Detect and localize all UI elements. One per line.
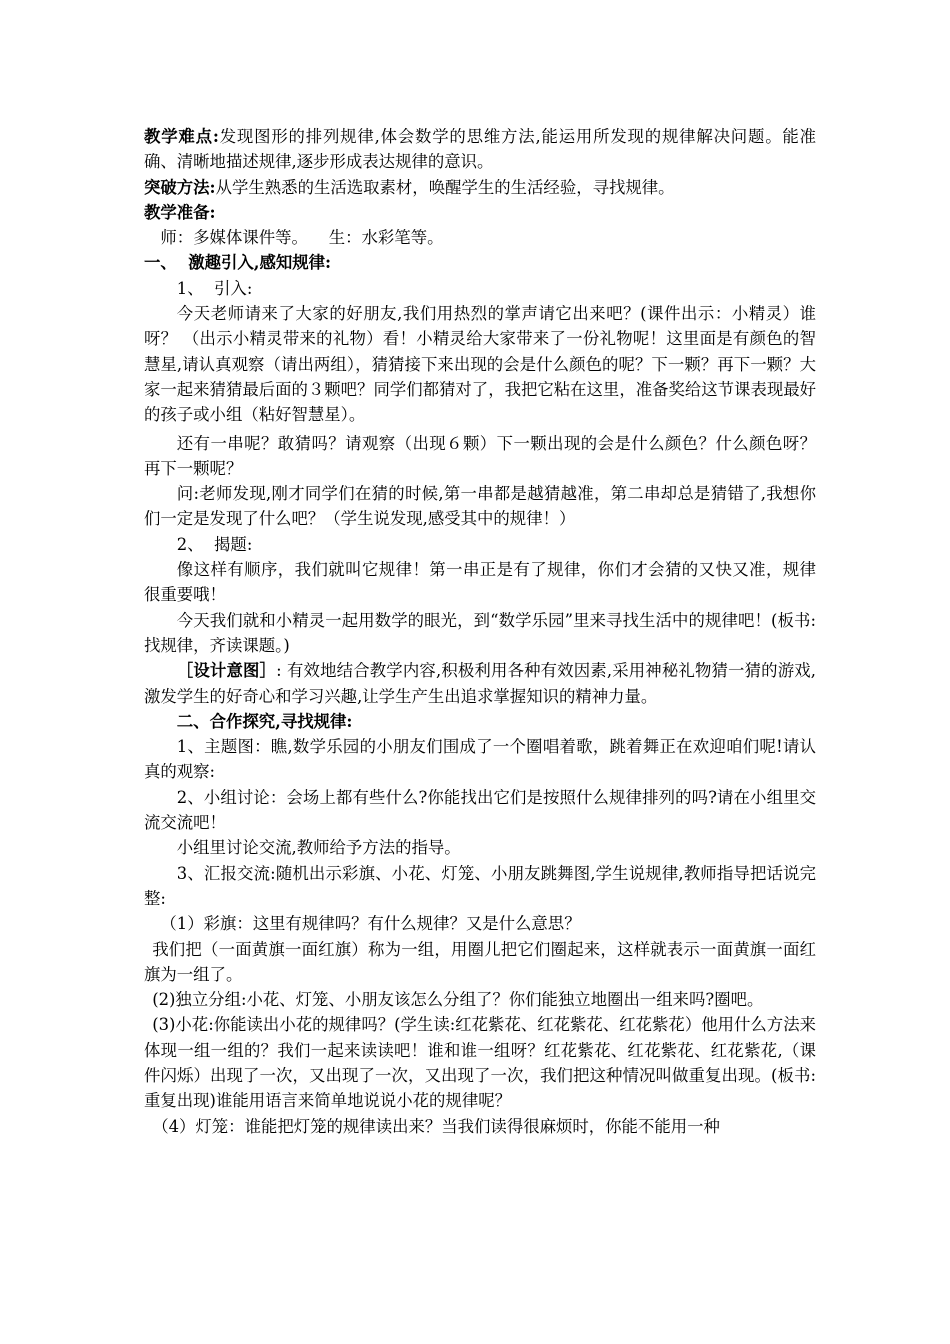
section1-paragraph-1: 今天老师请来了大家的好朋友,我们用热烈的掌声请它出来吧？(课件出示：小精灵）谁呀？ （出示小精灵带来的礼物）看！小精灵给大家带来了一份礼物呢！这里面是有颜色的智慧星,请认真观察（请出两组），猜猜接下来出现的会是什么颜色的呢？下一颗？再下一颗？大家一起来猜猜最后面的３颗吧？同学们都猜对了，我把它粘在这里，准备奖给这节课表现最好的孩子或小组（粘好智慧星）。 (144, 304, 817, 425)
section1-paragraph-4: 像这样有顺序，我们就叫它规律！第一串正是有了规律，你们才会猜的又快又准，规律很重要哦！ (144, 560, 816, 605)
section1-title: 一、 激趣引入,感知规律: (144, 253, 332, 273)
prep-label: 教学准备: (144, 202, 216, 222)
section2-paragraph-4: 3、汇报交流:随机出示彩旗、小花、灯笼、小朋友跳舞图,学生说规律,教师指导把话说完整: (144, 863, 816, 908)
section2-paragraph-3: 小组里讨论交流,教师给予方法的指导。 (176, 838, 461, 858)
section2-paragraph-6: 我们把（一面黄旗一面红旗）称为一组，用圈儿把它们圈起来，这样就表示一面黄旗一面红旗为一组了。 (144, 939, 816, 984)
section2-paragraph-1: 1、主题图：瞧,数学乐园的小朋友们围成了一个圈唱着歌，跳着舞正在欢迎咱们呢!请认真的观察: (144, 737, 816, 782)
section1-paragraph-2: 还有一串呢？敢猜吗？请观察（出现６颗）下一颗出现的会是什么颜色？什么颜色呀？再下一颗呢？ (144, 433, 816, 478)
prep-text: 师：多媒体课件等。 生：水彩笔等。 (160, 228, 444, 248)
document-page (144, 124, 816, 1139)
breakthrough-method (144, 175, 816, 200)
section2-paragraph-7: (2)独立分组:小花、灯笼、小朋友该怎么分组了？你们能独立地圈出一组来吗?圈吧。 (152, 990, 764, 1010)
design-intent-text: : 有效地结合教学内容,积极利用各种有效因素,采用神秘礼物猜一猜的游戏,激发学生的好奇心和学习兴趣,让学生产生出追求掌握知识的精神力量。 (144, 661, 816, 706)
section2-paragraph-9: （4）灯笼：谁能把灯笼的规律读出来？当我们读得很麻烦时，你能不能用一种 (152, 1116, 720, 1136)
difficulty-text: 发现图形的排列规律,体会数学的思维方法,能运用所发现的规律解决问题。能准确、清晰地描述规律,逐步形成表达规律的意识。 (144, 127, 816, 172)
section1-paragraph-5: 今天我们就和小精灵一起用数学的眼光，到“数学乐园”里来寻找生活中的规律吧！(板书:找规律，齐读课题。) (144, 610, 816, 655)
section1-item1: 1、 引入: (176, 278, 253, 298)
design-intent (144, 658, 816, 709)
breakthrough-text: 从学生熟悉的生活选取素材，唤醒学生的生活经验，寻找规律。 (215, 177, 675, 197)
design-intent-label: ［设计意图］ (176, 661, 277, 681)
section2-title: 二、合作探究,寻找规律: (176, 711, 353, 731)
breakthrough-label: 突破方法: (144, 177, 216, 197)
teaching-difficulty (144, 124, 816, 175)
section2-paragraph-5: （1）彩旗：这里有规律吗？有什么规律？又是什么意思？ (160, 914, 581, 934)
section1-item2: 2、 揭题: (176, 534, 253, 554)
section2-paragraph-8: (3)小花:你能读出小花的规律吗？(学生读:红花紫花、红花紫花、红花紫花）他用什么方法来体现一组一组的？我们一起来读读吧！谁和谁一组呀？红花紫花、红花紫花、红花紫花,（课件闪烁）出现了一次，又出现了一次，又出现了一次，我们把这种情况叫做重复出现。(板书:重复出现)谁能用语言来简单地说说小花的规律呢？ (144, 1015, 816, 1111)
section1-paragraph-3: 问:老师发现,刚才同学们在猜的时候,第一串都是越猜越准，第二串却总是猜错了,我想你们一定是发现了什么吧？（学生说发现,感受其中的规律！） (144, 484, 816, 529)
difficulty-label: 教学难点: (144, 127, 219, 146)
section2-paragraph-2: 2、小组讨论：会场上都有些什么?你能找出它们是按照什么规律排列的吗?请在小组里交流交流吧！ (144, 787, 816, 833)
